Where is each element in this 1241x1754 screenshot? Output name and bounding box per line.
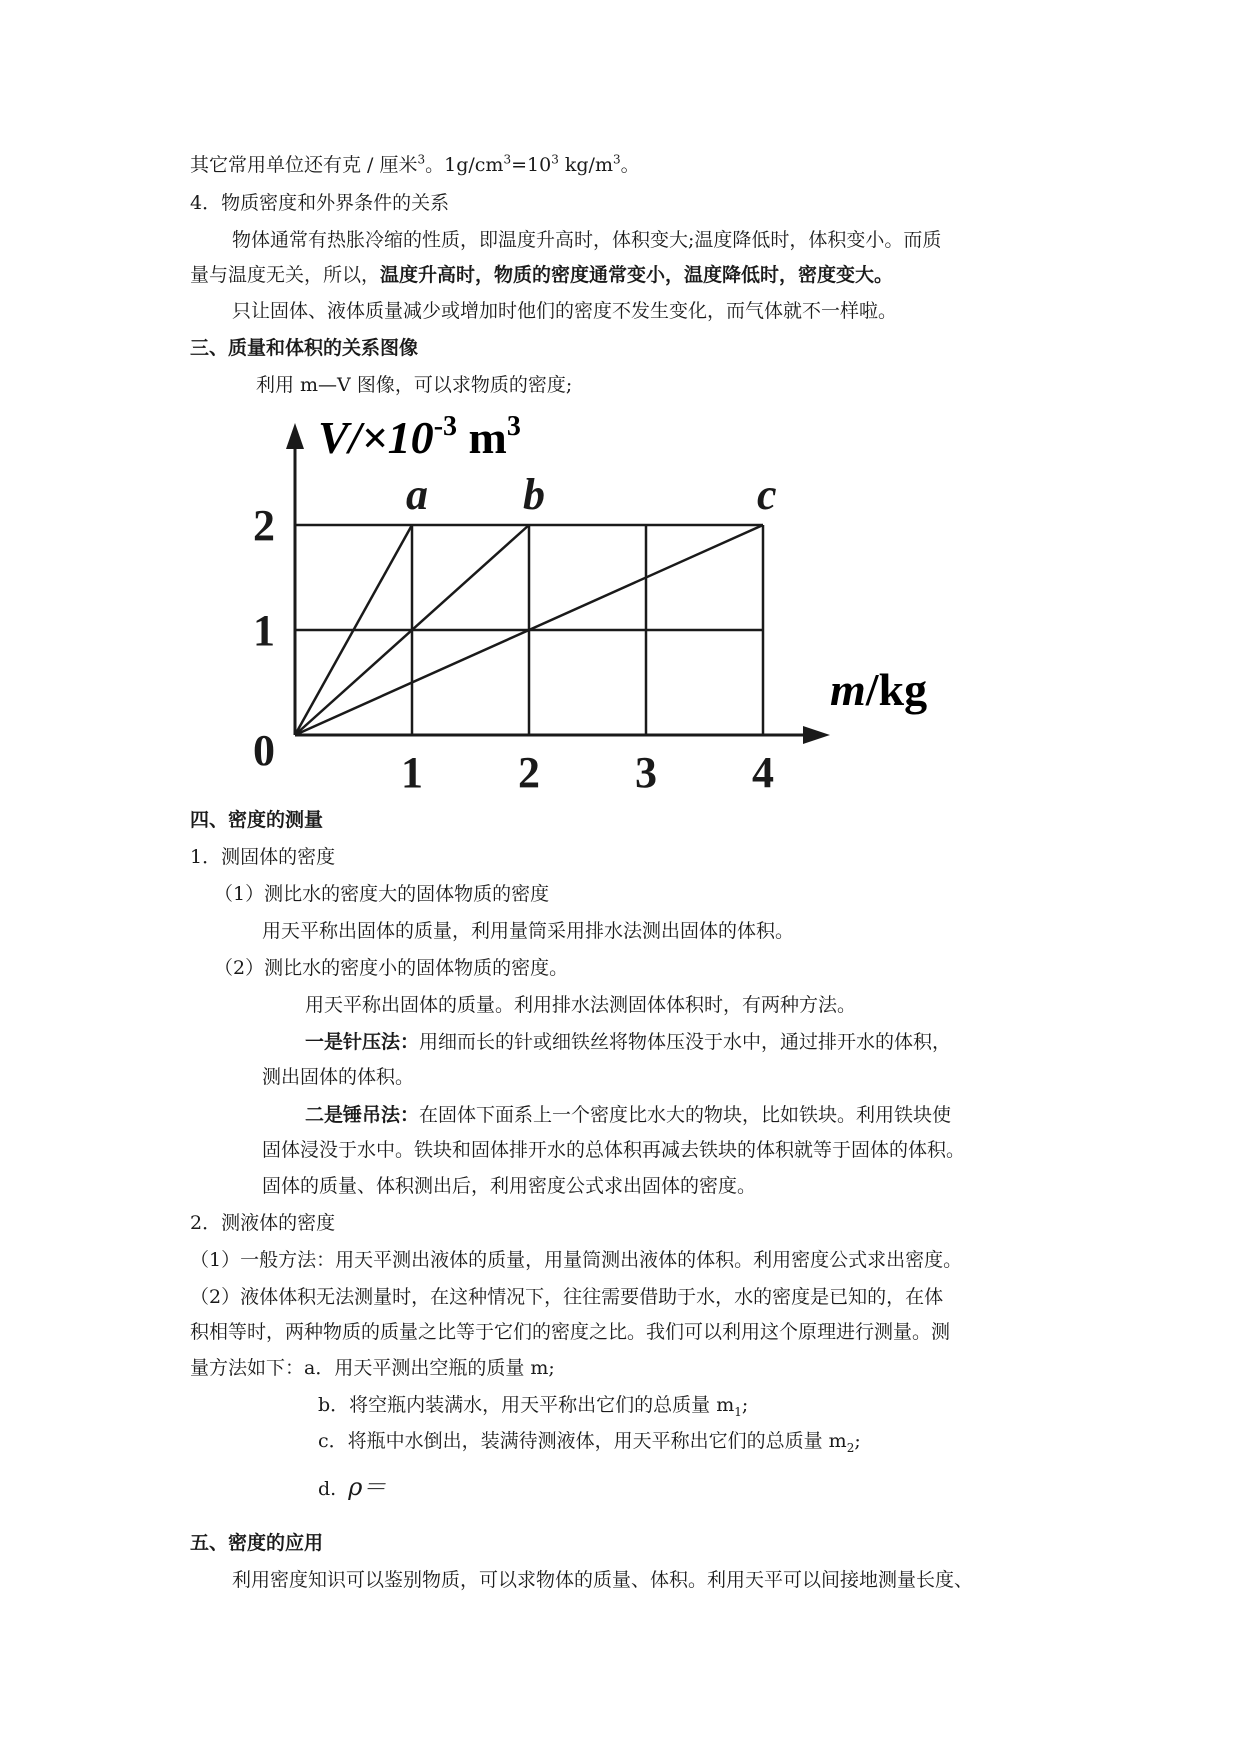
x-tick-label: 1 bbox=[401, 748, 423, 797]
paragraph: 积相等时，两种物质的质量之比等于它们的密度之比。我们可以利用这个原理进行测量。测 bbox=[190, 1321, 951, 1343]
x-axis-arrow bbox=[803, 726, 830, 744]
y-axis-label: $V/\times 10^{-3}$ $m^3$ bbox=[318, 411, 521, 463]
section-heading-applications: 五、密度的应用 bbox=[190, 1532, 324, 1554]
origin-label: 0 bbox=[253, 726, 275, 775]
paragraph: 利用密度知识可以鉴别物质，可以求物体的质量、体积。利用天平可以间接地测量长度、 bbox=[232, 1569, 974, 1591]
x-tick-label: 4 bbox=[752, 748, 774, 797]
paragraph: 二是锤吊法：在固体下面系上一个密度比水大的物块，比如铁块。利用铁块使 bbox=[305, 1104, 952, 1126]
list-item: （1）测比水的密度大的固体物质的密度 bbox=[214, 883, 550, 905]
step-d: d. ρ＝ bbox=[318, 1473, 387, 1501]
paragraph: 只让固体、液体质量减少或增加时他们的密度不发生变化，而气体就不一样啦。 bbox=[232, 300, 898, 322]
emphasis: 温度升高时，物质的密度通常变小，温度降低时，密度变大。 bbox=[380, 264, 894, 286]
method-name: 二是锤吊法： bbox=[305, 1104, 420, 1126]
series-label-c: c bbox=[757, 470, 777, 519]
step-c: c．将瓶中水倒出，装满待测液体，用天平称出它们的总质量 $m_2$; bbox=[318, 1430, 861, 1455]
subheading-liquid: 2．测液体的密度 bbox=[190, 1212, 336, 1234]
paragraph: 物体通常有热胀冷缩的性质，即温度升高时，体积变大;温度降低时，体积变小。而质 bbox=[232, 229, 942, 251]
series-label-a: a bbox=[406, 470, 428, 519]
paragraph: 用天平称出固体的质量，利用量筒采用排水法测出固体的体积。 bbox=[262, 920, 795, 942]
series-label-b: b bbox=[523, 470, 545, 519]
graph-labels bbox=[253, 470, 777, 797]
section-heading-measurement: 四、密度的测量 bbox=[190, 809, 324, 831]
paragraph: 固体浸没于水中。铁块和固体排开水的总体积再减去铁块的体积就等于固体的体积。 bbox=[262, 1139, 966, 1161]
paragraph: 利用 m—V 图像，可以求物质的密度; bbox=[256, 374, 573, 396]
mv-graph bbox=[238, 405, 978, 800]
list-item: （2）测比水的密度小的固体物质的密度。 bbox=[214, 957, 569, 979]
paragraph: 量方法如下：a．用天平测出空瓶的质量 m; bbox=[190, 1357, 555, 1379]
paragraph: （2）液体体积无法测量时，在这种情况下，往往需要借助于水，水的密度是已知的，在体 bbox=[190, 1286, 944, 1308]
paragraph: 固体的质量、体积测出后，利用密度公式求出固体的密度。 bbox=[262, 1175, 757, 1197]
x-tick-label: 2 bbox=[518, 748, 540, 797]
y-tick-label: 2 bbox=[253, 501, 275, 550]
x-axis-label: m/kg bbox=[830, 664, 928, 715]
step-b: b．将空瓶内装满水，用天平称出它们的总质量 $m_1$; bbox=[318, 1394, 749, 1419]
section-heading-density-conditions: 4．物质密度和外界条件的关系 bbox=[190, 192, 450, 214]
section-heading-mv-graph: 三、质量和体积的关系图像 bbox=[190, 337, 419, 359]
density-formula: ρ＝ bbox=[348, 1473, 387, 1501]
method-name: 一是针压法： bbox=[305, 1031, 420, 1053]
y-axis-arrow bbox=[286, 423, 304, 449]
paragraph: 量与温度无关，所以，温度升高时，物质的密度通常变小，温度降低时，密度变大。 bbox=[190, 264, 894, 286]
subheading-solid: 1．测固体的密度 bbox=[190, 846, 336, 868]
x-tick-label: 3 bbox=[635, 748, 657, 797]
paragraph: 测出固体的体积。 bbox=[262, 1066, 415, 1088]
graph-axes bbox=[286, 423, 830, 744]
paragraph: （1）一般方法：用天平测出液体的质量，用量筒测出液体的体积。利用密度公式求出密度。 bbox=[190, 1249, 963, 1271]
paragraph: 用天平称出固体的质量。利用排水法测固体体积时，有两种方法。 bbox=[305, 994, 857, 1016]
paragraph: 一是针压法：用细而长的针或细铁丝将物体压没于水中，通过排开水的体积， bbox=[305, 1031, 952, 1053]
y-tick-label: 1 bbox=[253, 606, 275, 655]
units-line: 其它常用单位还有克 / 厘米$^3$。$1g/cm^3=10^3$ $kg/m^3$。 bbox=[190, 152, 640, 176]
